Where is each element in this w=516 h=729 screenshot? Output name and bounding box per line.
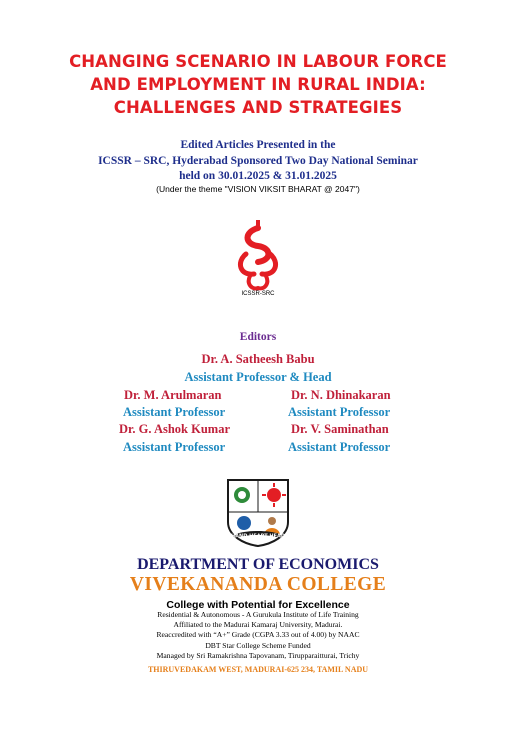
college-tagline: College with Potential for Excellence: [166, 599, 350, 611]
detail-line: DBT Star College Scheme Funded: [205, 640, 311, 650]
subtitle-line-2: ICSSR – SRC, Hyderabad Sponsored Two Day National Seminar: [98, 154, 418, 167]
editor-role: Assistant Professor: [288, 405, 391, 419]
subtitle-line-3: held on 30.01.2025 & 31.01.2025: [179, 170, 337, 182]
editor-name: Dr. M. Arulmaran: [124, 388, 222, 402]
seminar-theme: (Under the theme "VISION VIKSIT BHARAT @ 2047"): [156, 184, 360, 194]
subtitle-line-1: Edited Articles Presented in the: [180, 139, 336, 151]
logo-caption: ICSSR-SRC: [241, 291, 275, 297]
editors-label: Editors: [239, 331, 277, 343]
detail-line: Residential & Autonomous - A Gurukula Institute of Life Training: [157, 610, 359, 619]
book-title: [0, 50, 516, 119]
college-details: [0, 610, 516, 661]
department-name: DEPARTMENT OF ECONOMICS: [137, 556, 379, 573]
seminar-info: [0, 138, 516, 185]
title-line-1: CHANGING SCENARIO IN LABOUR FORCE: [69, 52, 447, 71]
title-line-3: CHALLENGES AND STRATEGIES: [113, 98, 403, 117]
head-editor-name: Dr. A. Satheesh Babu: [201, 352, 315, 366]
detail-line: Managed by Sri Ramakrishna Tapovanam, Tirupparaitturai, Trichy: [156, 650, 360, 660]
editor-role: Assistant Professor: [123, 440, 226, 454]
detail-line: Reaccredited with “A+” Grade (CGPA 3.33 out of 4.00) by NAAC: [156, 630, 360, 640]
title-line-2: AND EMPLOYMENT IN RURAL INDIA:: [90, 75, 426, 94]
college-name: VIVEKANANDA COLLEGE: [129, 574, 387, 595]
editor-role: Assistant Professor: [288, 440, 391, 454]
college-address: THIRUVEDAKAM WEST, MADURAI-625 234, TAMIL NADU: [147, 665, 369, 674]
editor-name: Dr. V. Saminathan: [291, 422, 389, 436]
editor-name: Dr. N. Dhinakaran: [291, 388, 391, 402]
editor-role: Assistant Professor: [123, 405, 226, 419]
college-emblem-icon: [222, 476, 294, 548]
head-editor-role: Assistant Professor & Head: [184, 370, 332, 384]
svg-text:HAND HEART HEAD: HAND HEART HEAD: [231, 533, 285, 540]
detail-line: Affiliated to the Madurai Kamaraj University, Madurai.: [173, 620, 343, 630]
editor-name: Dr. G. Ashok Kumar: [119, 422, 231, 436]
